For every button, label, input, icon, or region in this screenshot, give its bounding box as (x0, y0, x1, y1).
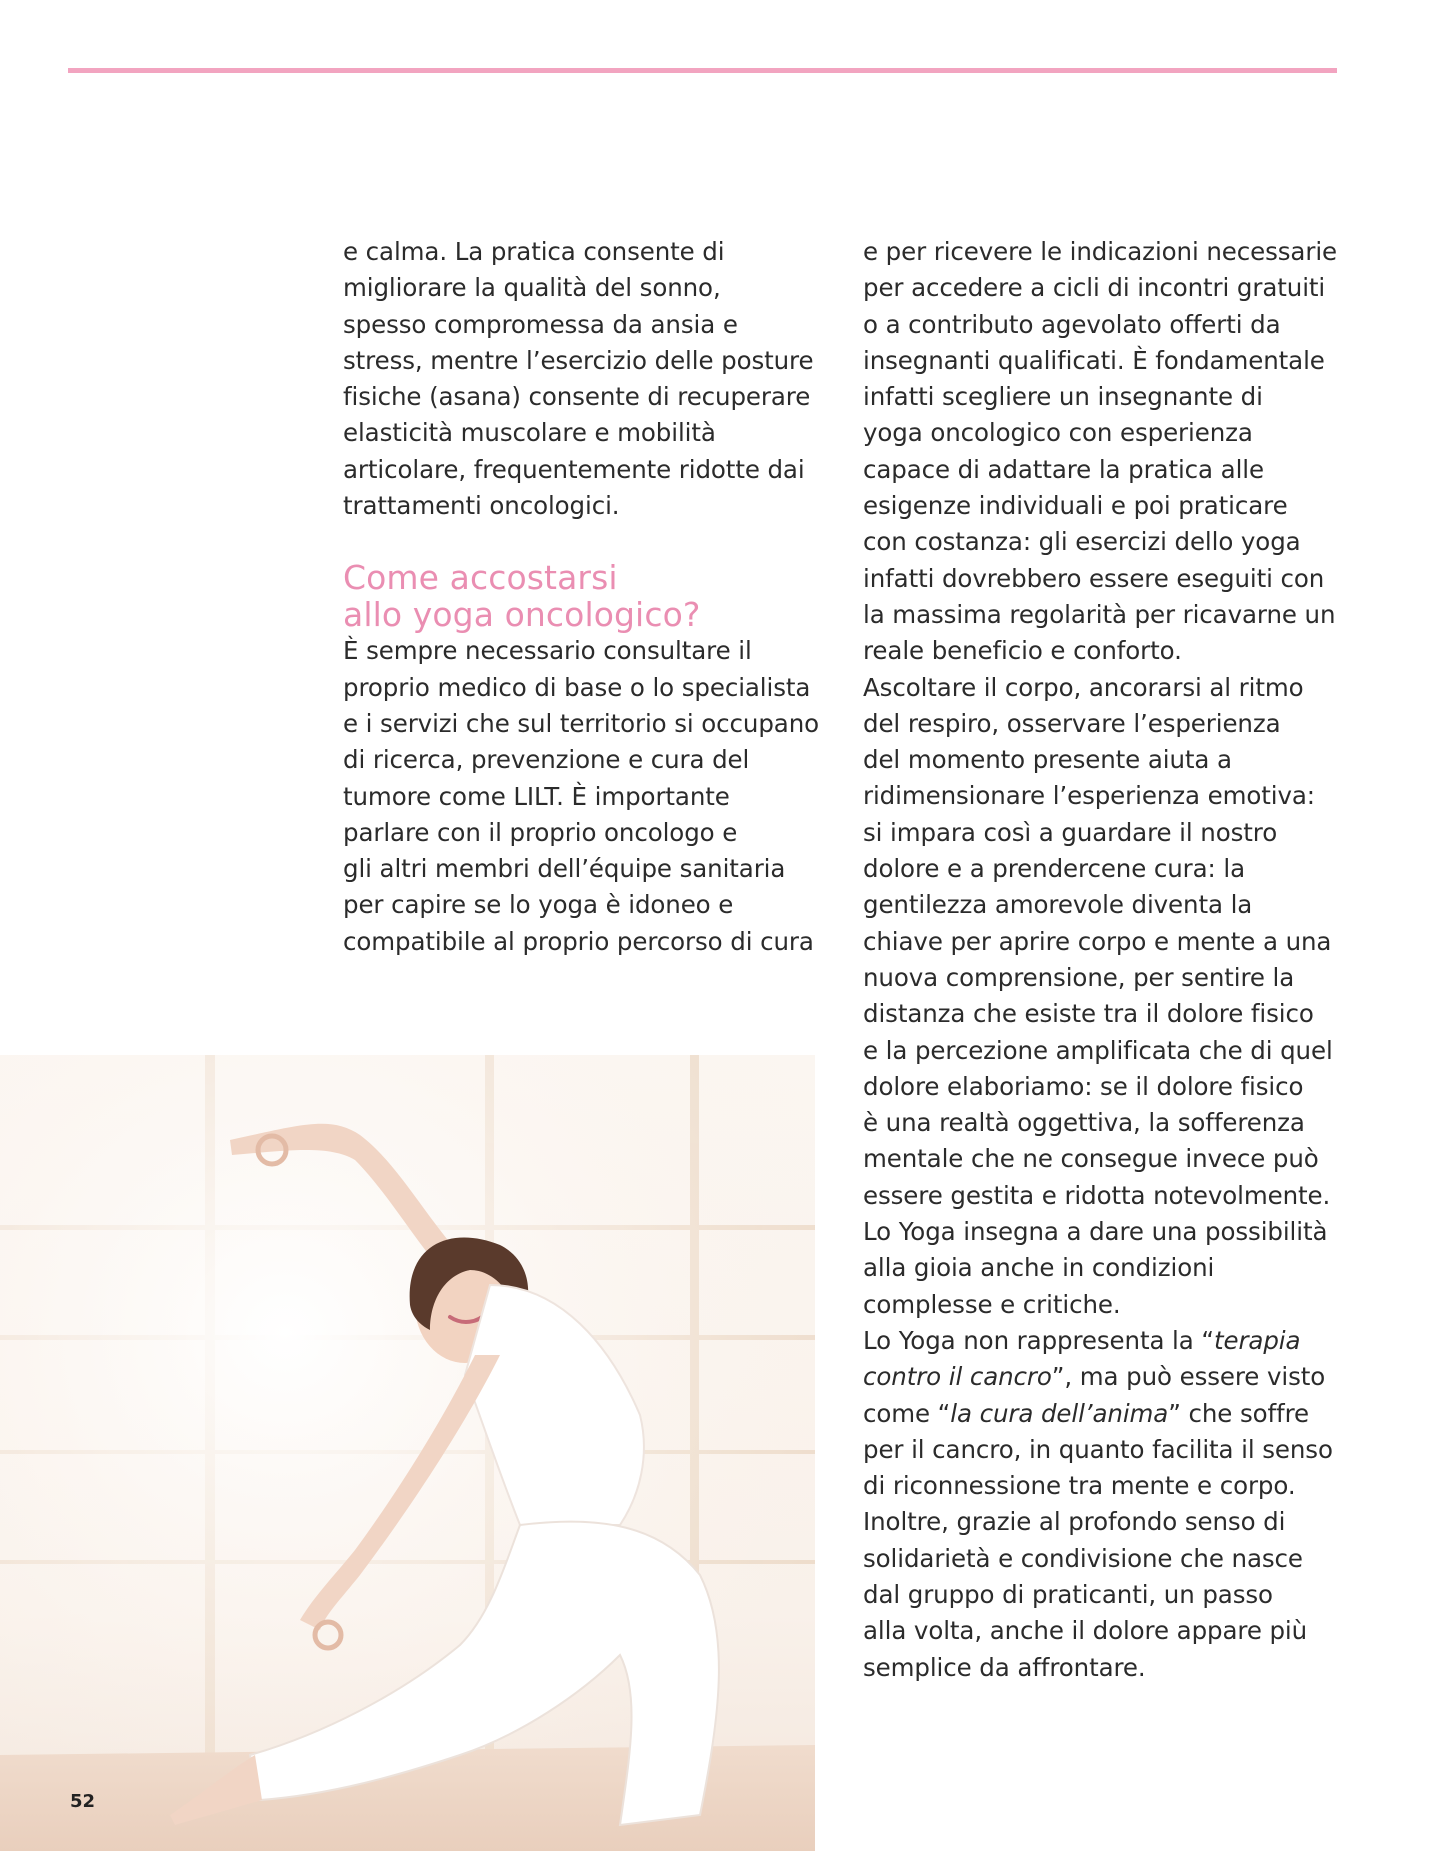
heading-line: allo yoga oncologico? (343, 594, 701, 634)
text-line: dal gruppo di praticanti, un passo (863, 1579, 1273, 1609)
text-line: per il cancro, in quanto facilita il senso (863, 1434, 1333, 1464)
text-line (863, 1323, 1353, 1359)
text-line: è una realtà oggettiva, la sofferenza (863, 1108, 1305, 1138)
text-line: spesso compromessa da ansia e (343, 309, 738, 339)
text-line: gli altri membri dell’équipe sanitaria (343, 854, 786, 884)
text-line: la massima regolarità per ricavarne un (863, 599, 1336, 629)
text-line: e la percezione amplificata che di quel (863, 1035, 1333, 1065)
text-line: esigenze individuali e poi praticare (863, 491, 1288, 521)
text-line: dolore elaboriamo: se il dolore fisico (863, 1071, 1304, 1101)
text-run: come “ (863, 1398, 951, 1428)
text-line: Lo Yoga insegna a dare una possibilità (863, 1217, 1328, 1247)
text-line: complesse e critiche. (863, 1289, 1121, 1319)
text-line: essere gestita e ridotta notevolmente. (863, 1180, 1331, 1210)
text-line: di riconnessione tra mente e corpo. (863, 1471, 1296, 1501)
text-line: con costanza: gli esercizi dello yoga (863, 527, 1301, 557)
text-line: capace di adattare la pratica alle (863, 454, 1264, 484)
text-run: ” che soffre (1168, 1398, 1309, 1428)
text-line: trattamenti oncologici. (343, 491, 620, 521)
text-run: ”, ma può essere visto (1051, 1362, 1326, 1392)
section-heading (343, 560, 823, 633)
page-number: 52 (70, 1791, 96, 1812)
section-paragraph (343, 633, 823, 960)
text-line: chiave per aprire corpo e mente a una (863, 926, 1332, 956)
text-line: per capire se lo yoga è idoneo e (343, 890, 734, 920)
text-line: Ascoltare il corpo, ancorarsi al ritmo (863, 672, 1304, 702)
text-line: solidarietà e condivisione che nasce (863, 1543, 1303, 1573)
heading-line: Come accostarsi (343, 558, 618, 598)
continued-paragraph (863, 234, 1353, 670)
text-line: infatti scegliere un insegnante di (863, 382, 1263, 412)
text-line: nuova comprensione, per sentire la (863, 962, 1295, 992)
text-line: migliorare la qualità del sonno, (343, 273, 721, 303)
text-line: e per ricevere le indicazioni necessarie (863, 237, 1338, 266)
text-line: mentale che ne consegue invece può (863, 1144, 1319, 1174)
text-line: yoga oncologico con esperienza (863, 418, 1253, 448)
text-line: parlare con il proprio oncologo e (343, 817, 738, 847)
text-run: Lo Yoga non rappresenta la “ (863, 1325, 1214, 1355)
text-line: È sempre necessario consultare il (343, 636, 752, 666)
italic-run: la cura dell’anima (950, 1398, 1169, 1428)
text-line: alla gioia anche in condizioni (863, 1253, 1215, 1283)
text-line: tumore come LILT. È importante (343, 781, 730, 811)
left-text-column (343, 234, 823, 960)
text-line (863, 1359, 1353, 1395)
text-line: reale beneficio e conforto. (863, 636, 1182, 666)
text-line: alla volta, anche il dolore appare più (863, 1616, 1308, 1646)
text-line: semplice da affrontare. (863, 1652, 1146, 1682)
text-line: Inoltre, grazie al profondo senso di (863, 1507, 1286, 1537)
yoga-photo (0, 1055, 815, 1851)
text-line: compatibile al proprio percorso di cura (343, 926, 814, 956)
text-line: distanza che esiste tra il dolore fisico (863, 999, 1314, 1029)
text-line: stress, mentre l’esercizio delle posture (343, 345, 814, 375)
text-line: dolore e a prendercene cura: la (863, 854, 1246, 884)
text-line: del respiro, osservare l’esperienza (863, 708, 1281, 738)
text-line: si impara così a guardare il nostro (863, 817, 1278, 847)
text-line: elasticità muscolare e mobilità (343, 418, 716, 448)
right-text-column (863, 234, 1353, 1686)
text-line: gentilezza amorevole diventa la (863, 890, 1253, 920)
text-line: articolare, frequentemente ridotte dai (343, 454, 805, 484)
text-line: per accedere a cicli di incontri gratuiti (863, 273, 1326, 303)
italic-run: contro il cancro (863, 1362, 1052, 1392)
italic-run: terapia (1213, 1325, 1301, 1355)
text-line (863, 1396, 1353, 1432)
text-line: del momento presente aiuta a (863, 745, 1232, 775)
text-line: insegnanti qualificati. È fondamentale (863, 345, 1325, 375)
text-line: proprio medico di base o lo specialista (343, 672, 811, 702)
intro-paragraph (343, 234, 823, 524)
text-line: e i servizi che sul territorio si occupano (343, 708, 820, 738)
body-paragraph (863, 670, 1353, 1323)
text-line: di ricerca, prevenzione e cura del (343, 745, 750, 775)
text-line: ridimensionare l’esperienza emotiva: (863, 781, 1315, 811)
text-line: fisiche (asana) consente di recuperare (343, 382, 811, 412)
top-accent-rule (68, 68, 1337, 73)
text-line: e calma. La pratica consente di (343, 237, 725, 266)
closing-paragraph (863, 1323, 1353, 1686)
text-line: o a contributo agevolato offerti da (863, 309, 1281, 339)
yoga-illustration (0, 1055, 815, 1851)
text-line: infatti dovrebbero essere eseguiti con (863, 563, 1325, 593)
